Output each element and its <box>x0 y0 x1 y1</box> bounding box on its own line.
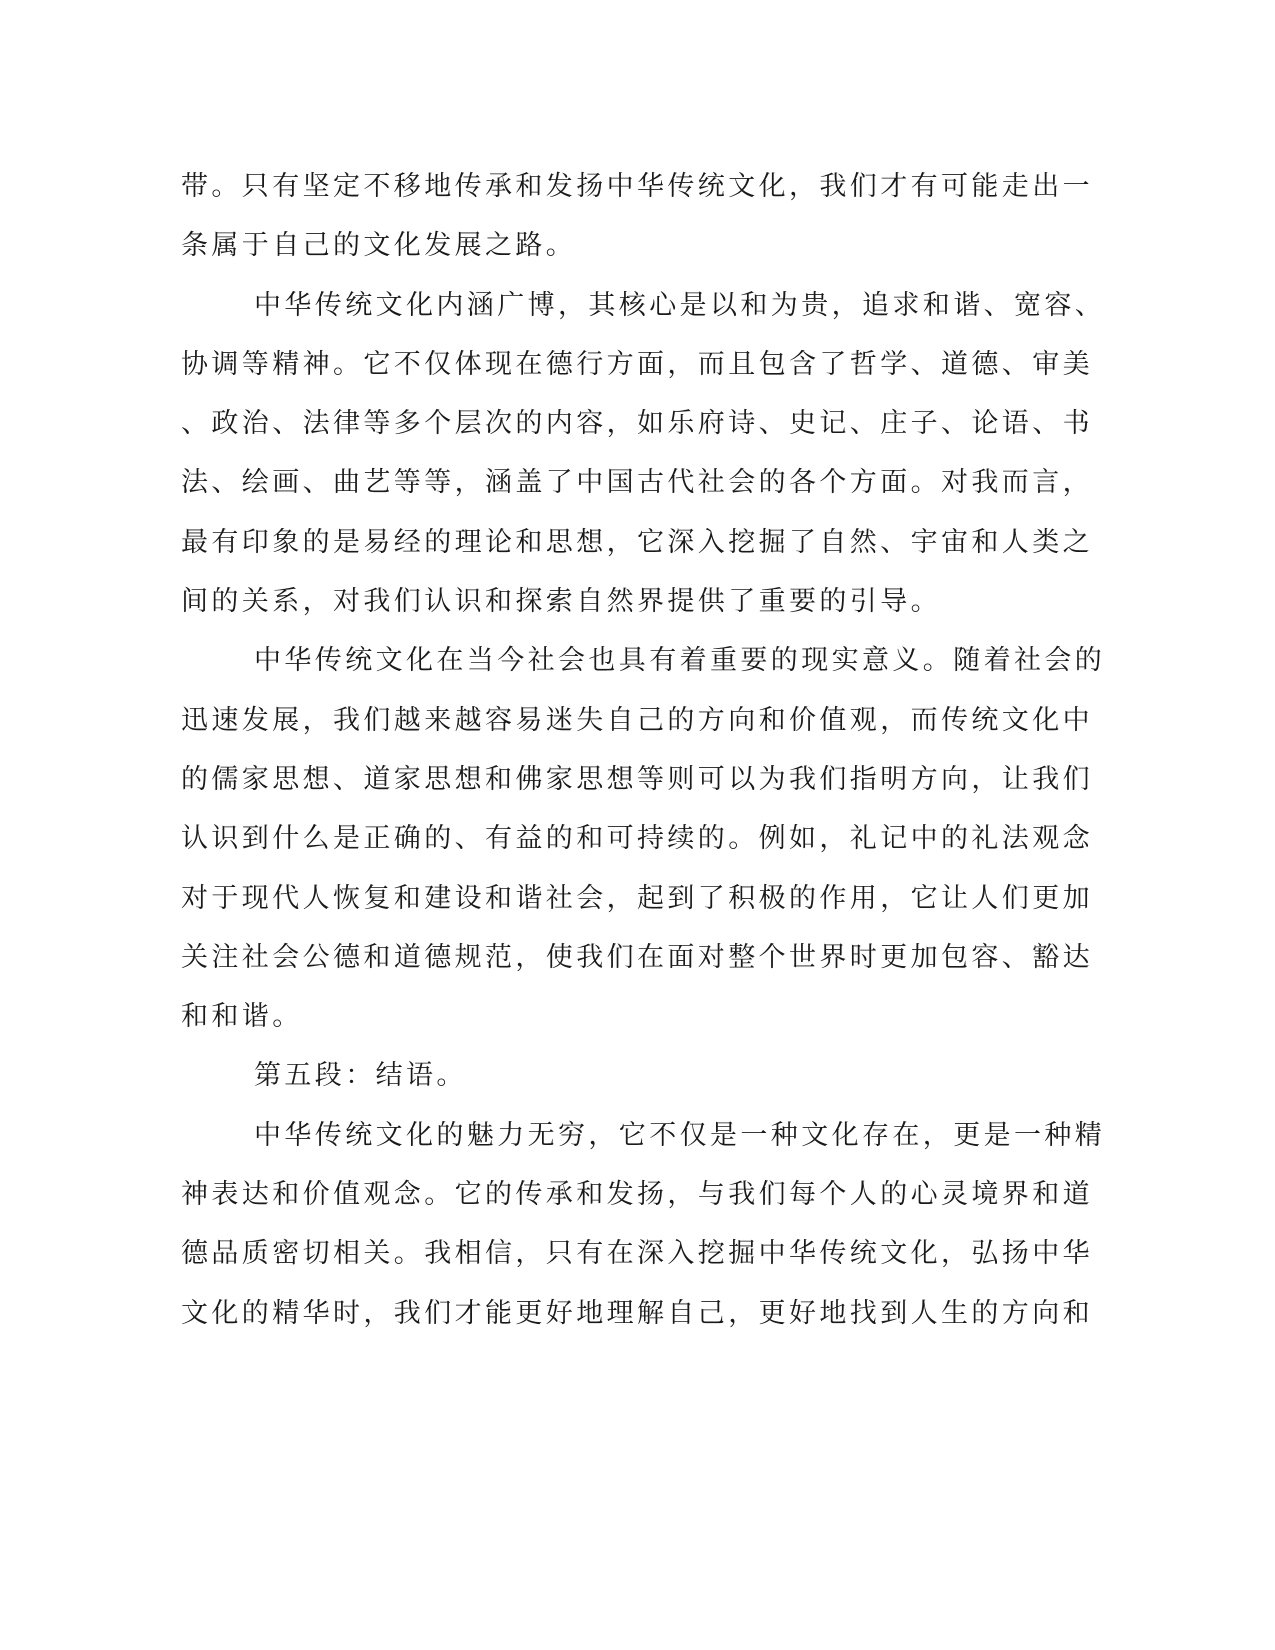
text-line: 法、绘画、曲艺等等，涵盖了中国古代社会的各个方面。对我而言， <box>181 467 1093 499</box>
paragraph-5 <box>181 1106 1106 1343</box>
paragraph-1 <box>181 157 1093 276</box>
text-line: 中华传统文化的魅力无穷，它不仅是一种文化存在，更是一种精 <box>254 1119 1106 1151</box>
text-line: 、政治、法律等多个层次的内容，如乐府诗、史记、庄子、论语、书 <box>181 408 1093 440</box>
text-line: 对于现代人恢复和建设和谐社会，起到了积极的作用，它让人们更加 <box>181 882 1093 914</box>
document-body <box>181 157 1106 1343</box>
text-line: 最有印象的是易经的理论和思想，它深入挖掘了自然、宇宙和人类之 <box>181 526 1093 558</box>
paragraph-2 <box>181 276 1106 632</box>
text-line: 的儒家思想、道家思想和佛家思想等则可以为我们指明方向，让我们 <box>181 763 1093 795</box>
text-line: 关注社会公德和道德规范，使我们在面对整个世界时更加包容、豁达 <box>181 941 1093 973</box>
text-line: 第五段：结语。 <box>254 1060 467 1092</box>
text-line: 条属于自己的文化发展之路。 <box>181 230 577 262</box>
text-line: 德品质密切相关。我相信，只有在深入挖掘中华传统文化，弘扬中华 <box>181 1238 1093 1270</box>
text-line: 中华传统文化在当今社会也具有着重要的现实意义。随着社会的 <box>254 645 1106 677</box>
text-line: 认识到什么是正确的、有益的和可持续的。例如，礼记中的礼法观念 <box>181 823 1093 855</box>
text-line: 文化的精华时，我们才能更好地理解自己，更好地找到人生的方向和 <box>181 1297 1093 1329</box>
text-line: 协调等精神。它不仅体现在德行方面，而且包含了哲学、道德、审美 <box>181 348 1093 380</box>
text-line: 间的关系，对我们认识和探索自然界提供了重要的引导。 <box>181 586 941 618</box>
text-line: 中华传统文化内涵广博，其核心是以和为贵，追求和谐、宽容、 <box>254 289 1106 321</box>
paragraph-3 <box>181 631 1106 1046</box>
text-line: 和和谐。 <box>181 1001 303 1033</box>
text-line: 神表达和价值观念。它的传承和发扬，与我们每个人的心灵境界和道 <box>181 1179 1093 1211</box>
text-line: 带。只有坚定不移地传承和发扬中华传统文化，我们才有可能走出一 <box>181 171 1093 202</box>
section-heading <box>181 1046 1031 1105</box>
text-line: 迅速发展，我们越来越容易迷失自己的方向和价值观，而传统文化中 <box>181 704 1093 736</box>
